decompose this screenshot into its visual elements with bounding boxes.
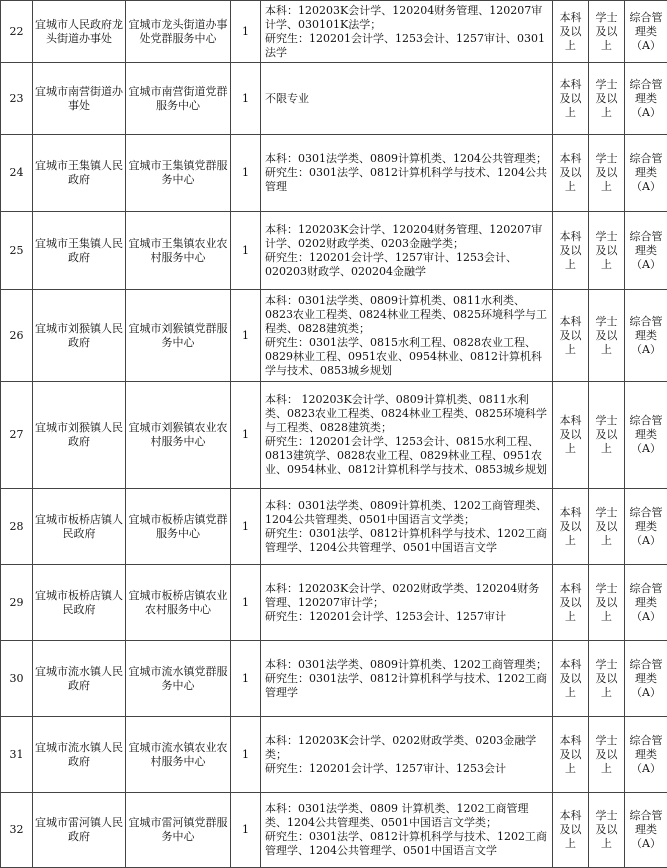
employer-name: 宜城市刘猴镇人民政府 <box>33 290 126 382</box>
major-line: 本科： 120203K会计学、0809计算机类、0811水利类、0823农业工程类、0824林业工程类、0825环境科学与工程类、0828建筑类； <box>265 393 550 435</box>
department-name: 宜城市龙头街道办事处党群服务中心 <box>126 1 231 63</box>
position-category: 综合管理类（A） <box>625 1 667 63</box>
major-requirements <box>261 1 553 63</box>
major-line: 本科：0301法学类、0809计算机类、1204公共管理类； <box>265 152 550 166</box>
department-name: 宜城市板桥店镇党群服务中心 <box>126 489 231 565</box>
hiring-count: 1 <box>231 382 261 489</box>
degree-requirement: 学士及以上 <box>589 641 625 717</box>
major-requirements <box>261 382 553 489</box>
department-name: 宜城市流水镇农业农村服务中心 <box>126 717 231 793</box>
employer-name: 宜城市板桥店镇人民政府 <box>33 489 126 565</box>
education-level: 本科及以上 <box>553 1 589 63</box>
major-requirements <box>261 793 553 868</box>
employer-name: 宜城市雷河镇人民政府 <box>33 793 126 868</box>
position-category: 综合管理类（A） <box>625 793 667 868</box>
position-category: 综合管理类（A） <box>625 565 667 641</box>
hiring-count: 1 <box>231 489 261 565</box>
row-number: 32 <box>1 793 33 868</box>
row-number: 31 <box>1 717 33 793</box>
major-line: 本科：0301法学类、0809计算机类、0811水利类、0823农业工程类、0824林业工程类、0825环境科学与工程类、0828建筑类； <box>265 294 550 336</box>
degree-requirement: 学士及以上 <box>589 212 625 290</box>
education-level: 本科及以上 <box>553 290 589 382</box>
table-row <box>1 382 667 489</box>
degree-requirement: 学士及以上 <box>589 1 625 63</box>
department-name: 宜城市刘猴镇党群服务中心 <box>126 290 231 382</box>
education-level: 本科及以上 <box>553 135 589 212</box>
degree-requirement: 学士及以上 <box>589 63 625 135</box>
department-name: 宜城市板桥店镇农业农村服务中心 <box>126 565 231 641</box>
major-line: 研究生：0301法学、0812计算机科学与技术、1202工商管理学、1204公共管理学、0501中国语言文学 <box>265 830 550 858</box>
education-level: 本科及以上 <box>553 489 589 565</box>
major-requirements <box>261 290 553 382</box>
table-row <box>1 793 667 868</box>
department-name: 宜城市刘猴镇农业农村服务中心 <box>126 382 231 489</box>
major-line: 本科：120203K会计学、120204财务管理、120207审计学、0202财政学类、0203金融学类； <box>265 223 550 251</box>
table-row <box>1 641 667 717</box>
position-category: 综合管理类（A） <box>625 382 667 489</box>
table-row <box>1 135 667 212</box>
major-line: 本科：120203K会计学、0202财政学类、0203金融学类； <box>265 734 550 762</box>
table-row <box>1 1 667 63</box>
employer-name: 宜城市王集镇人民政府 <box>33 212 126 290</box>
degree-requirement: 学士及以上 <box>589 565 625 641</box>
department-name: 宜城市流水镇党群服务中心 <box>126 641 231 717</box>
degree-requirement: 学士及以上 <box>589 717 625 793</box>
employer-name: 宜城市王集镇人民政府 <box>33 135 126 212</box>
major-line: 不限专业 <box>265 92 550 106</box>
row-number: 29 <box>1 565 33 641</box>
table-row <box>1 63 667 135</box>
hiring-count: 1 <box>231 1 261 63</box>
education-level: 本科及以上 <box>553 565 589 641</box>
degree-requirement: 学士及以上 <box>589 290 625 382</box>
row-number: 26 <box>1 290 33 382</box>
table-row <box>1 212 667 290</box>
hiring-count: 1 <box>231 290 261 382</box>
row-number: 28 <box>1 489 33 565</box>
major-line: 本科：120203K会计学、0202财政学类、120204财务管理、120207审计学； <box>265 582 550 610</box>
position-category: 综合管理类（A） <box>625 212 667 290</box>
position-category: 综合管理类（A） <box>625 489 667 565</box>
education-level: 本科及以上 <box>553 793 589 868</box>
major-line: 本科：0301法学类、0809计算机类、1202工商管理类、1204公共管理类、0501中国语言文学类； <box>265 499 550 527</box>
education-level: 本科及以上 <box>553 63 589 135</box>
degree-requirement: 学士及以上 <box>589 489 625 565</box>
table-row <box>1 717 667 793</box>
row-number: 22 <box>1 1 33 63</box>
major-requirements <box>261 641 553 717</box>
major-line: 研究生：120201会计学、1253会计、1257审计、0301法学 <box>265 32 550 60</box>
row-number: 23 <box>1 63 33 135</box>
employer-name: 宜城市人民政府龙头街道办事处 <box>33 1 126 63</box>
position-category: 综合管理类（A） <box>625 63 667 135</box>
department-name: 宜城市王集镇党群服务中心 <box>126 135 231 212</box>
hiring-count: 1 <box>231 212 261 290</box>
major-requirements <box>261 489 553 565</box>
position-category: 综合管理类（A） <box>625 641 667 717</box>
education-level: 本科及以上 <box>553 641 589 717</box>
major-requirements <box>261 212 553 290</box>
major-line: 本科：120203K会计学、120204财务管理、120207审计学、030101K法学； <box>265 4 550 32</box>
table-row <box>1 290 667 382</box>
major-line: 本科：0301法学类、0809计算机类、1202工商管理类； <box>265 658 550 672</box>
position-category: 综合管理类（A） <box>625 290 667 382</box>
employer-name: 宜城市板桥店镇人民政府 <box>33 565 126 641</box>
major-line: 研究生：120201会计学、1257审计、1253会计 <box>265 762 550 776</box>
major-line: 研究生：0301法学、0812计算机科学与技术、1204公共管理 <box>265 166 550 194</box>
major-requirements <box>261 135 553 212</box>
major-requirements <box>261 63 553 135</box>
education-level: 本科及以上 <box>553 382 589 489</box>
hiring-count: 1 <box>231 717 261 793</box>
department-name: 宜城市雷河镇党群服务中心 <box>126 793 231 868</box>
hiring-count: 1 <box>231 565 261 641</box>
department-name: 宜城市南营街道党群服务中心 <box>126 63 231 135</box>
table-row <box>1 489 667 565</box>
row-number: 27 <box>1 382 33 489</box>
hiring-count: 1 <box>231 641 261 717</box>
position-category: 综合管理类（A） <box>625 135 667 212</box>
table-body <box>1 1 667 868</box>
employer-name: 宜城市流水镇人民政府 <box>33 641 126 717</box>
major-line: 研究生：120201会计学、1257审计、1253会计、020203财政学、020204金融学 <box>265 251 550 279</box>
row-number: 25 <box>1 212 33 290</box>
major-line: 本科：0301法学类、0809 计算机类、1202工商管理类、1204公共管理类、0501中国语言文学类； <box>265 802 550 830</box>
major-requirements <box>261 565 553 641</box>
position-category: 综合管理类（A） <box>625 717 667 793</box>
major-requirements <box>261 717 553 793</box>
hiring-count: 1 <box>231 63 261 135</box>
table-row <box>1 565 667 641</box>
department-name: 宜城市王集镇农业农村服务中心 <box>126 212 231 290</box>
hiring-count: 1 <box>231 135 261 212</box>
major-line: 研究生：0301法学、0812计算机科学与技术、1202工商管理学 <box>265 672 550 700</box>
row-number: 24 <box>1 135 33 212</box>
degree-requirement: 学士及以上 <box>589 382 625 489</box>
education-level: 本科及以上 <box>553 212 589 290</box>
hiring-count: 1 <box>231 793 261 868</box>
degree-requirement: 学士及以上 <box>589 793 625 868</box>
major-line: 研究生：0301法学、0812计算机科学与技术、1202工商管理学、1204公共管理学、0501中国语言文学 <box>265 527 550 555</box>
major-line: 研究生：120201会计学、1253会计、0815水利工程、0813建筑学、0828农业工程、0829林业工程、0951农业、0954林业、0812计算机科学与技术、0853城乡规划 <box>265 435 550 477</box>
major-line: 研究生：0301法学、0815水利工程、0828农业工程、0829林业工程、0951农业、0954林业、0812计算机科学与技术、0853城乡规划 <box>265 336 550 378</box>
row-number: 30 <box>1 641 33 717</box>
employer-name: 宜城市南营街道办事处 <box>33 63 126 135</box>
employer-name: 宜城市刘猴镇人民政府 <box>33 382 126 489</box>
degree-requirement: 学士及以上 <box>589 135 625 212</box>
employer-name: 宜城市流水镇人民政府 <box>33 717 126 793</box>
education-level: 本科及以上 <box>553 717 589 793</box>
major-line: 研究生：120201会计学、1253会计、1257审计 <box>265 610 550 624</box>
